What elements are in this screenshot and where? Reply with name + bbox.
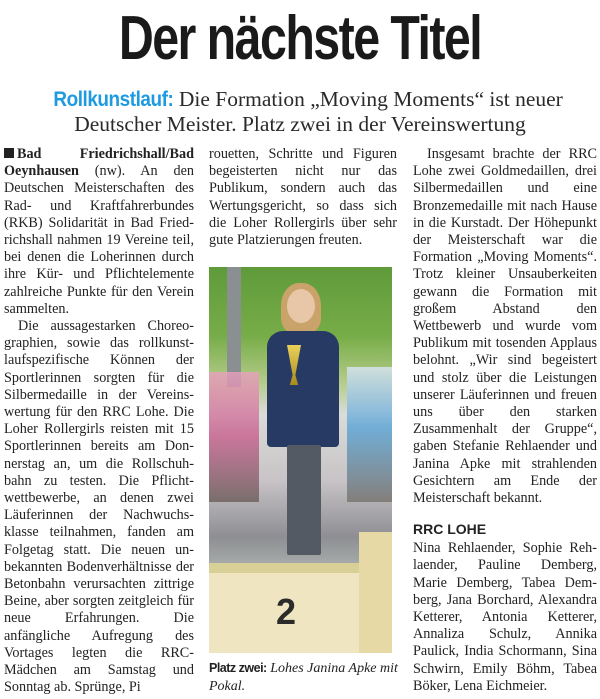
caption-label: Platz zwei: (209, 661, 267, 675)
article-column-1 (4, 146, 194, 697)
subheadline-kicker: Rollkunstlauf: (53, 87, 174, 111)
article-column-3 (413, 146, 597, 695)
team-box-heading: RRC LOHE (413, 521, 487, 538)
photo-person-legs (287, 445, 321, 555)
subheadline (0, 87, 600, 137)
photo-pole (227, 267, 241, 387)
dateline: Bad Friedrichshall/Bad Oeynhausen (4, 146, 194, 180)
photo-podium-side (359, 532, 392, 653)
square-bullet-icon (4, 148, 14, 158)
article-paragraph-3: Insgesamt brachte der RRC Lohe zwei Goldmedaillen, drei Silbermedaillen und eine Bronzemedaille mit nach Hause in die Kurstadt. Der Höhepunkt der Meisterschaft war die Formation „Moving Moments“. Trotz kleiner Unsauberkeiten gewann die Formation mit großem Abstand den Wettbewerb und wurde vom Publikum mit tosenden Applaus belohnt. „Wir sind begeistert und stolz über die Leistungen unserer Läuferinnen und freuen uns über den starken Zusammenhalt der Gruppe“, gaben Stefanie Rehlaender und Janina Apke mit strahlenden Gesichtern am Ende der Meisterschaft bekannt. (413, 146, 597, 507)
headline: Der nächste Titel (118, 4, 482, 73)
article-photo (209, 267, 392, 653)
team-box-members: Nina Rehlaender, Sophie Rehlaender, Pauline Demberg, Marie Demberg, Tabea Demberg, Jana Borchard, Alexandra Ketterer, Antonia Ketterer, Annaliza Schulz, Annika Paulick, India Schormann, Sina Schwirn, Emily Böhm, Tabea Böker, Lena Eichmeier. (413, 540, 597, 694)
subheadline-text: Die Formation „Moving Moments“ ist neuer Deutscher Meister. Platz zwei in der Vereinswertung (74, 87, 563, 136)
photo-person-jacket (267, 331, 339, 447)
photo-crowd-left (209, 372, 259, 502)
photo-person-head (287, 289, 315, 323)
article-paragraph-1: Bad Friedrichshall/Bad Oeynhausen (nw). An den Deutschen Meisterschaften des Rad- und Kraftfahrerbundes (RKB) Solidarität in Bad Friedrichshall nahmen 19 Vereine teil, bei denen die Loherinnen durch ihre Kür- und Pflichtelemente zahlreiche Punkte für den Verein sammelten. (4, 146, 194, 317)
caption-text: Lohes Janina Apke mit Pokal. (209, 661, 398, 694)
article-paragraph-2: Die aussagestarken Choreographien, sowie das rollkunstlaufspezifische Können der Sportlerinnen sorgten für die Silbermedaille in der Vereinswertung für den RRC Lohe. Die Loher Rollergirls reisten mit 15 Sportlerinnen bereits am Donnerstag an, um die Rollschuhbahn zu testen. Die Pflichtwettbewerbe, an denen zwei Läuferinnen der Nachwuchsklasse teilnahmen, fanden am Folgetag statt. Die neuen unbekannten Bodenverhältnisse der Betonbahn verursachten zittrige Beine, aber sorgten zeitgleich für neue Erfahrungen. Die anfängliche Aufregung des Vortages legten die RRC-Mädchen am Samstag und Sonntag ab. Sprünge, Pi (4, 318, 194, 696)
podium-number: 2 (275, 591, 297, 632)
article-column-2 (209, 146, 397, 249)
photo-caption (209, 660, 399, 695)
photo-crowd-right (347, 367, 392, 502)
article-paragraph-2-continued: rouetten, Schritte und Figuren begeisterten nicht nur das Publikum, sondern auch das Wertungsgericht, so dass sich die Loher Rollergirls über sehr gute Platzierungen freuten. (209, 146, 397, 249)
